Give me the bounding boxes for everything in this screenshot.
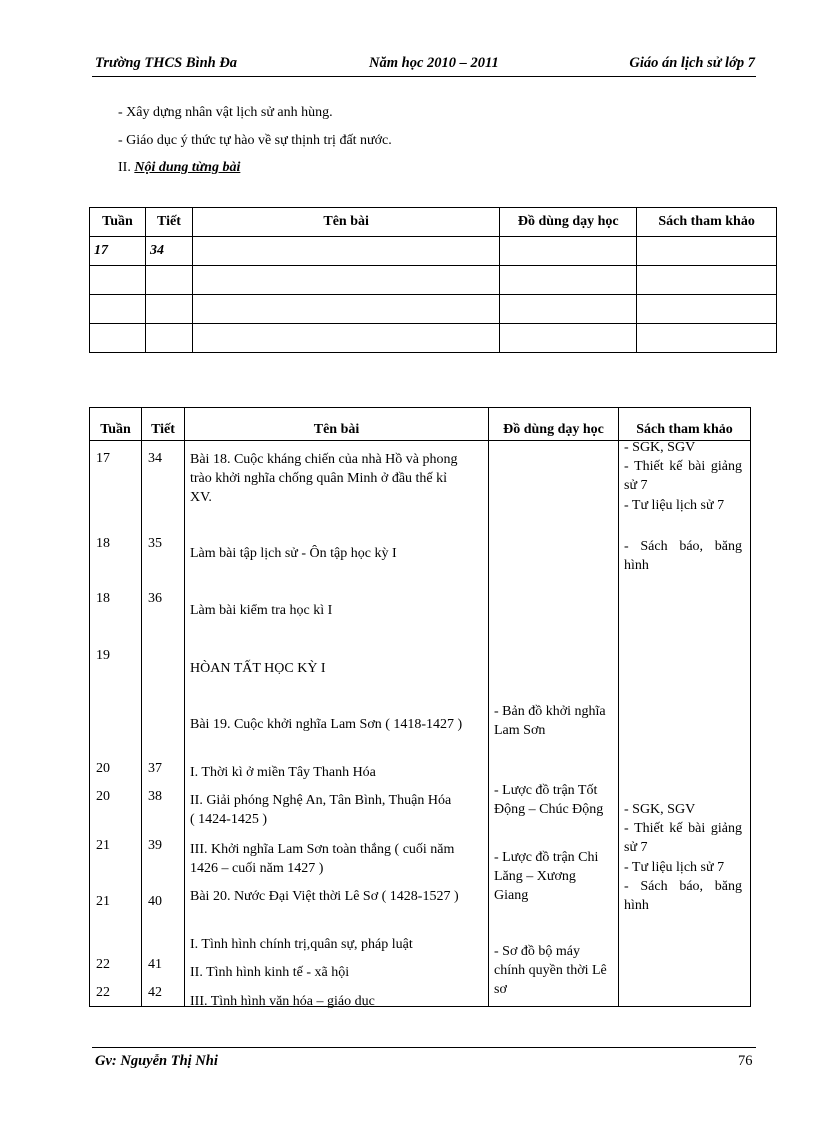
- period-value: 40: [148, 894, 162, 909]
- header-divider: [92, 76, 756, 77]
- reference-item: - Tư liệu lịch sử 7: [624, 498, 725, 513]
- week-value: 18: [96, 591, 110, 606]
- reference-item: - SGK, SGV: [624, 802, 696, 817]
- period-value: 34: [148, 451, 162, 466]
- week-cell: 17: [90, 237, 146, 266]
- lesson-title: II. Giải phóng Nghệ An, Tân Bình, Thuận Hóa ( 1424-1425 ): [190, 793, 452, 827]
- reference-item: - Thiết kế bài giảng sử 7: [624, 459, 742, 493]
- week-value: 20: [96, 789, 110, 804]
- material-item: - Bản đồ khởi nghĩa Lam Sơn: [494, 704, 606, 738]
- period-value: 38: [148, 789, 162, 804]
- lesson-title: HÒAN TẤT HỌC KỲ I: [190, 661, 326, 676]
- references-column: [619, 441, 751, 1007]
- section-number: II.: [118, 160, 131, 175]
- lesson-column: [185, 441, 489, 1007]
- lesson-title: I. Thời kì ở miền Tây Thanh Hóa: [190, 765, 376, 780]
- reference-item: - Thiết kế bài giảng sử 7: [624, 821, 742, 855]
- schedule-table-blank: [89, 207, 777, 353]
- section-heading: [118, 160, 240, 176]
- week-value: 19: [96, 648, 110, 663]
- header-year: Năm học 2010 – 2011: [369, 55, 499, 71]
- materials-column: [489, 441, 619, 1007]
- col-header-period: Tiết: [145, 208, 192, 237]
- lesson-title: III. Tình hình văn hóa – giáo dục: [190, 994, 375, 1009]
- lesson-title: Bài 20. Nước Đại Việt thời Lê Sơ ( 1428-1527 ): [190, 889, 459, 904]
- col-header-lesson: Tên bài: [185, 408, 489, 441]
- week-value: 21: [96, 838, 110, 853]
- week-value: 22: [96, 957, 110, 972]
- lesson-title: I. Tình hình chính trị,quân sự, pháp luật: [190, 937, 413, 952]
- reference-item: - SGK, SGV: [624, 440, 696, 455]
- reference-item: - Sách báo, băng hình: [624, 539, 742, 573]
- period-cell: 34: [145, 237, 192, 266]
- table-row: [90, 324, 777, 353]
- period-value: 39: [148, 838, 162, 853]
- bullet-item: - Xây dựng nhân vật lịch sử anh hùng.: [118, 105, 333, 120]
- header-subject: Giáo án lịch sử lớp 7: [629, 55, 755, 71]
- col-header-materials: Đồ dùng dạy học: [500, 208, 637, 237]
- lesson-title: Bài 19. Cuộc khởi nghĩa Lam Sơn ( 1418-1427 ): [190, 717, 463, 732]
- col-header-materials: Đồ dùng dạy học: [489, 408, 619, 441]
- week-value: 20: [96, 761, 110, 776]
- lesson-title: Làm bài tập lịch sử - Ôn tập học kỳ I: [190, 546, 397, 561]
- footer-divider: [92, 1047, 756, 1048]
- week-value: 18: [96, 536, 110, 551]
- period-value: 41: [148, 957, 162, 972]
- material-item: - Sơ đồ bộ máy chính quyền thời Lê sơ: [494, 944, 607, 997]
- table-row: [90, 237, 777, 266]
- col-header-references: Sách tham khảo: [619, 408, 751, 441]
- schedule-table: [89, 407, 751, 1007]
- footer-teacher: Gv: Nguyễn Thị Nhi: [95, 1053, 218, 1069]
- lesson-title: Bài 18. Cuộc kháng chiến của nhà Hồ và phong trào khởi nghĩa chống quân Minh ở đầu thế kỉ XV.: [190, 452, 458, 505]
- material-item: - Lược đồ trận Chi Lăng – Xương Giang: [494, 850, 599, 903]
- week-column: [90, 441, 142, 1007]
- col-header-week: Tuần: [90, 208, 146, 237]
- lesson-title: Làm bài kiểm tra học kì I: [190, 603, 333, 618]
- col-header-week: Tuần: [90, 408, 142, 441]
- reference-item: - Sách báo, băng hình: [624, 879, 742, 913]
- bullet-item: - Giáo dục ý thức tự hào về sự thịnh trị đất nước.: [118, 133, 392, 148]
- week-value: 17: [96, 451, 110, 466]
- period-column: [142, 441, 185, 1007]
- col-header-lesson: Tên bài: [192, 208, 499, 237]
- col-header-period: Tiết: [142, 408, 185, 441]
- reference-item: - Tư liệu lịch sử 7: [624, 860, 725, 875]
- period-value: 37: [148, 761, 162, 776]
- section-title: Nội dung từng bài: [134, 160, 241, 175]
- lesson-title: II. Tình hình kinh tế - xã hội: [190, 965, 350, 980]
- week-value: 22: [96, 985, 110, 1000]
- table-row: [90, 295, 777, 324]
- table-row: [90, 266, 777, 295]
- lesson-title: III. Khởi nghĩa Lam Sơn toàn thắng ( cuối năm 1426 – cuối năm 1427 ): [190, 842, 455, 876]
- period-value: 35: [148, 536, 162, 551]
- header-school: Trường THCS Bình Đa: [95, 55, 238, 71]
- week-value: 21: [96, 894, 110, 909]
- col-header-references: Sách tham khảo: [637, 208, 777, 237]
- period-value: 42: [148, 985, 162, 1000]
- material-item: - Lược đồ trận Tốt Động – Chúc Động: [494, 783, 604, 817]
- page-header: [95, 55, 755, 75]
- page-number: 76: [738, 1053, 753, 1069]
- period-value: 36: [148, 591, 162, 606]
